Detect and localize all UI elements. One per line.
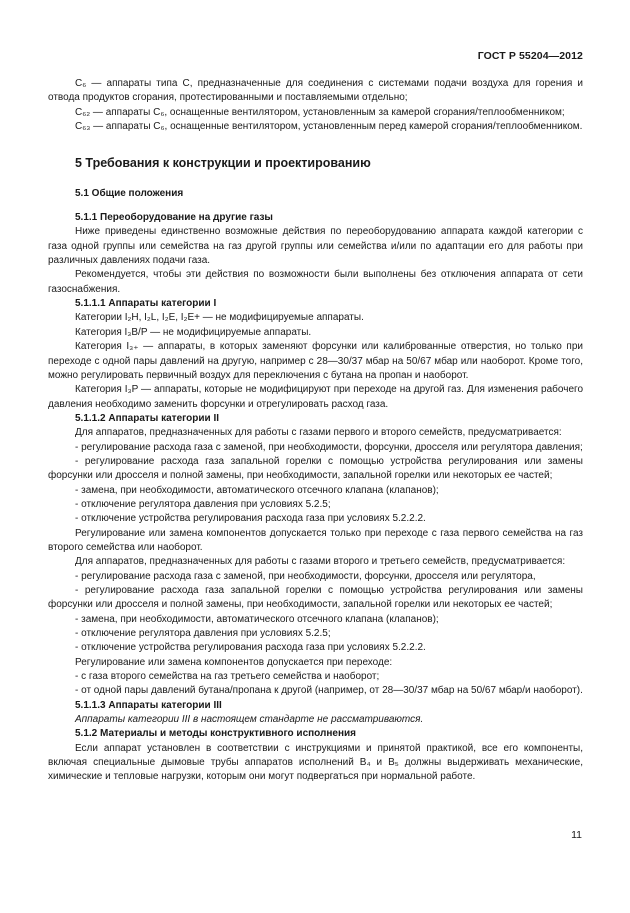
paragraph-cat-i3bp: Категория I₃B/P — не модифицируемые аппараты.: [75, 326, 312, 338]
paragraph-5-1-1-1: Ниже приведены единственно возможные действия по переоборудованию аппарата каждой категории с газа одной группы или семейства на газ другой группы или семейства и/или по адаптации его для работы при различных давлениях подачи газа.: [48, 226, 583, 267]
list-item: - отключение устройства регулирования расхода газа при условиях 5.2.2.2.: [75, 642, 426, 654]
list-item: - регулирование расхода газа с заменой, при необходимости, форсунки, дросселя или регулятора давления;: [75, 441, 583, 453]
paragraph-cat-iii: Аппараты категории III в настоящем стандарте не рассматриваются.: [75, 714, 424, 726]
page-content: [48, 77, 583, 785]
paragraph-cat-i3p: Категория I₃P — аппараты, которые не модифицируют при переходе на другой газ. Для изменения рабочего давления необходимо заменить форсунки и отрегулировать расход газа.: [48, 384, 583, 410]
list-item: - отключение регулятора давления при условиях 5.2.5;: [75, 628, 331, 640]
list-item: - замена, при необходимости, автоматического отсечного клапана (клапанов);: [75, 613, 439, 625]
list-item: - отключение регулятора давления при условиях 5.2.5;: [75, 498, 331, 510]
paragraph-c62: C₆₂ — аппараты C₆, оснащенные вентилятором, установленным за камерой сгорания/теплообменником;: [75, 106, 565, 118]
list-item: - с газа второго семейства на газ третьего семейства и наоборот;: [75, 671, 380, 683]
section-5-1-1-1-title: 5.1.1.1 Аппараты категории I: [75, 298, 217, 310]
page-number: 11: [571, 829, 582, 841]
list-item: - регулирование расхода газа с заменой, при необходимости, форсунки, дросселя или регулятора,: [75, 570, 536, 582]
paragraph-replacement-2: Регулирование или замена компонентов допускается при переходе:: [75, 656, 393, 668]
paragraph-c6: C₆ — аппараты типа C, предназначенные для соединения с системами подачи воздуха для горения и отвода продуктов сгорания, протестированными и поставляемыми отдельно;: [48, 78, 583, 104]
section-5-1-1-2-title: 5.1.1.2 Аппараты категории II: [75, 412, 220, 424]
list-item: - отключение устройства регулирования расхода газа при условиях 5.2.2.2.: [75, 513, 426, 525]
paragraph-families-2-3: Для аппаратов, предназначенных для работы с газами второго и третьего семейств, предусматривается:: [75, 556, 566, 568]
paragraph-replacement-1: Регулирование или замена компонентов допускается только при переходе с газа первого семейства на газ второго семейства или наоборот.: [48, 527, 583, 553]
section-5-1-title: 5.1 Общие положения: [75, 187, 184, 199]
section-5-1-2-title: 5.1.2 Материалы и методы конструктивного исполнения: [75, 728, 357, 740]
paragraph-families-1-2: Для аппаратов, предназначенных для работы с газами первого и второго семейств, предусматривается:: [75, 427, 562, 439]
paragraph-c63: C₆₃ — аппараты C₆, оснащенные вентилятором, установленным перед камерой сгорания/теплообменником.: [75, 121, 583, 133]
paragraph-materials: Если аппарат установлен в соответствии с инструкциями и принятой практикой, все его компоненты, включая специальные дымовые трубы аппаратов исполнений B₄ и B₅ должны выдерживать механические, химические и тепловые нагрузки, которым они могут подвергаться при нормальной работе.: [48, 742, 583, 783]
list-item: - регулирование расхода газа запальной горелки с помощью устройства регулирования или замены форсунки или дросселя и полной замены, при необходимости, запальной горелки или некоторых ее частей;: [48, 585, 583, 611]
list-item: - регулирование расхода газа запальной горелки с помощью устройства регулирования или замены форсунки или дросселя и полной замены, при необходимости, запальной горелки или некоторых ее частей;: [48, 455, 583, 482]
section-5-1-1-title: 5.1.1 Переоборудование на другие газы: [75, 212, 273, 224]
standard-header: ГОСТ Р 55204—2012: [477, 50, 583, 62]
list-item: - от одной пары давлений бутана/пропана к другой (например, от 28—30/37 мбар на 50/67 мбар/и наоборот).: [75, 685, 583, 697]
paragraph-5-1-1-2: Рекомендуется, чтобы эти действия по возможности были выполнены без отключения аппарата от сети газоснабжения.: [48, 269, 583, 295]
list-item: - замена, при необходимости, автоматического отсечного клапана (клапанов);: [75, 484, 439, 496]
section-5-1-1-3-title: 5.1.1.3 Аппараты категории III: [75, 699, 222, 711]
paragraph-cat-i3plus: Категория I₃₊ — аппараты, в которых заменяют форсунки или калиброванные отверстия, но только при переходе с одной пары давлений на другую, например с 28—30/37 мбар на 50/67 мбар или наоборот. Кроме того, можно регулировать первичный воздух для переключения с бутана на пропан и наоборот.: [48, 341, 583, 381]
paragraph-cat-i2: Категории I₂H, I₂L, I₂E, I₂E+ — не модифицируемые аппараты.: [75, 312, 364, 324]
section-5-title: 5 Требования к конструкции и проектированию: [75, 156, 371, 171]
